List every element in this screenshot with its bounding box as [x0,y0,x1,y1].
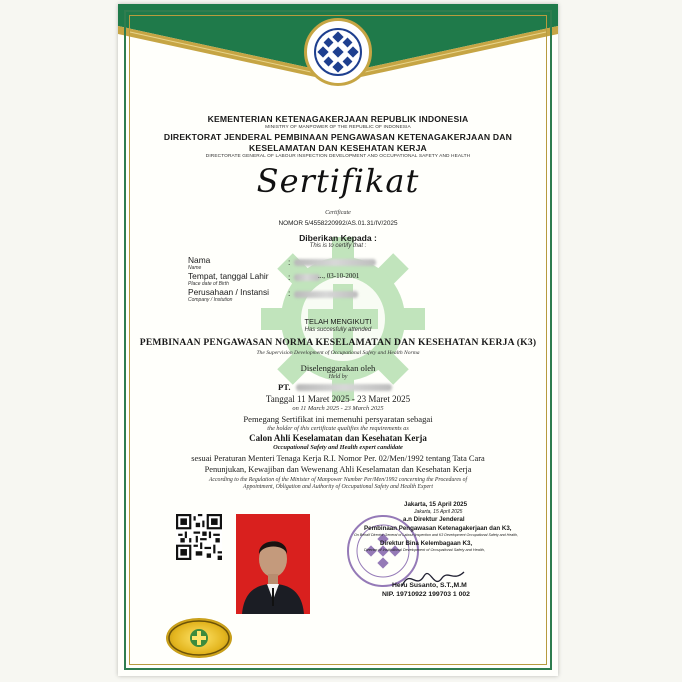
k3-emblem-icon [166,618,232,658]
certificate-number: NOMOR 5/4558220992/AS.01.31/IV/2025 [278,220,398,227]
field-birth-value: ..., 03-10-2001 [318,272,360,280]
certificate-subtitle: Certificate [325,210,351,216]
field-name-colon: : [288,257,291,267]
field-name-label: Nama [188,255,211,265]
regulation-line-1: sesuai Peraturan Menteri Tenaga Kerja R.I. Nomor Per. 02/Men/1992 tentang Tata Cara [191,454,485,463]
field-birth-sub: Place date of Birth [188,281,229,287]
certificate-title: Sertifikat [256,162,420,200]
holder-photo [236,514,310,614]
ministry-title-en: MINISTRY OF MANPOWER OF THE REPUBLIC OF INDONESIA [265,125,411,130]
dates-en: on 11 March 2025 - 23 March 2025 [292,405,384,412]
ministry-logo-icon [313,27,363,77]
sign-place-date: Jakarta, 15 April 2025 [404,501,468,508]
ministry-logo [304,18,372,86]
given-to-label: Diberikan Kepada : [299,233,377,243]
field-company-redacted [294,291,358,298]
qualification-line-en: the holder of this certificate qualifies the requirements as [267,425,409,432]
directorate-title-1: DIREKTORAT JENDERAL PEMBINAAN PENGAWASAN KETENAGAKERJAAN DAN [163,132,513,142]
field-company-sub: Company / Instution [188,297,233,303]
field-birth-redacted [294,274,320,281]
field-birth-colon: : [288,272,291,282]
field-company-colon: : [288,288,291,298]
qualification-line: Pemegang Sertifikat ini memenuhi persyaratan sebagai [243,414,433,424]
certificate [118,4,558,676]
regulation-en-2: Appointment, Obligation and Authority of Occupational Safety and Health Expert [243,484,433,490]
qualification-role-en: Occupational Safety and Health expert candidate [273,444,403,451]
attended-label-en: Has succesfully attended [304,327,372,333]
signer-name: Heru Susanto, S.T.,M.M [392,582,467,589]
k3-gold-emblem [166,618,232,658]
directorate-title-2: KESELAMATAN DAN KESEHATAN KERJA [249,143,427,153]
organizer-redacted [296,384,392,391]
field-birth-label: Tempat, tanggal Lahir [188,271,269,281]
field-company-label: Perusahaan / Instansi [188,287,270,297]
given-to-label-en: This is to certify that : [309,243,367,249]
qr-code-icon [176,514,222,560]
field-name-sub: Name [188,265,202,271]
sign-place-date-en: Jakarta, 15 April 2025 [414,509,463,515]
attended-label: TELAH MENGIKUTI [304,317,372,326]
field-name-redacted [294,259,376,266]
ministry-title: KEMENTERIAN KETENAGAKERJAAN REPUBLIK INDONESIA [207,114,469,124]
sign-dept-line-en: Director of Institutional Development of Occupational Safety and Health, [364,548,485,552]
sign-director-line: Pembinaan Pengawasan Ketenagakerjaan dan K3, [364,525,512,532]
program-title-en: The Supervision Development of Occupational Safety and Health Norma [256,350,420,356]
organizer-label: Diselenggarakan oleh [300,363,376,373]
sign-dept-line: Direktur Bina Kelembagaan K3, [380,540,473,547]
dates-id: Tanggal 11 Maret 2025 - 23 Maret 2025 [265,394,411,404]
organizer-prefix: PT. [278,382,291,392]
program-title: PEMBINAAN PENGAWASAN NORMA KESELAMATAN DAN KESEHATAN KERJA (K3) [139,337,537,348]
sign-director-line-en: On Behalf Director General of Labour Inspection and K3 Development Occupational Safety and Health, [354,533,519,537]
signer-nip: NIP. 19710922 199703 1 002 [382,591,470,598]
organizer-label-en: Held by [328,374,348,380]
regulation-en-1: According to the Regulation of the Minister of Manpower Number Per/Men/1992 concerning the Procedures of [208,477,468,483]
person-photo-icon [236,514,310,614]
signature-icon [398,564,468,594]
sign-on-behalf: a.n Direktur Jenderal [403,516,465,523]
directorate-title-en: DIRECTORATE GENERAL OF LABOUR INSPECTION DEVELOPMENT AND OCCUPATIONAL SAFETY AND HEALTH [205,154,471,159]
regulation-line-2: Penunjukan, Kewajiban dan Wewenang Ahli Keselamatan dan Kesehatan Kerja [204,465,472,474]
qualification-role: Calon Ahli Keselamatan dan Kesehatan Kerja [249,433,427,443]
